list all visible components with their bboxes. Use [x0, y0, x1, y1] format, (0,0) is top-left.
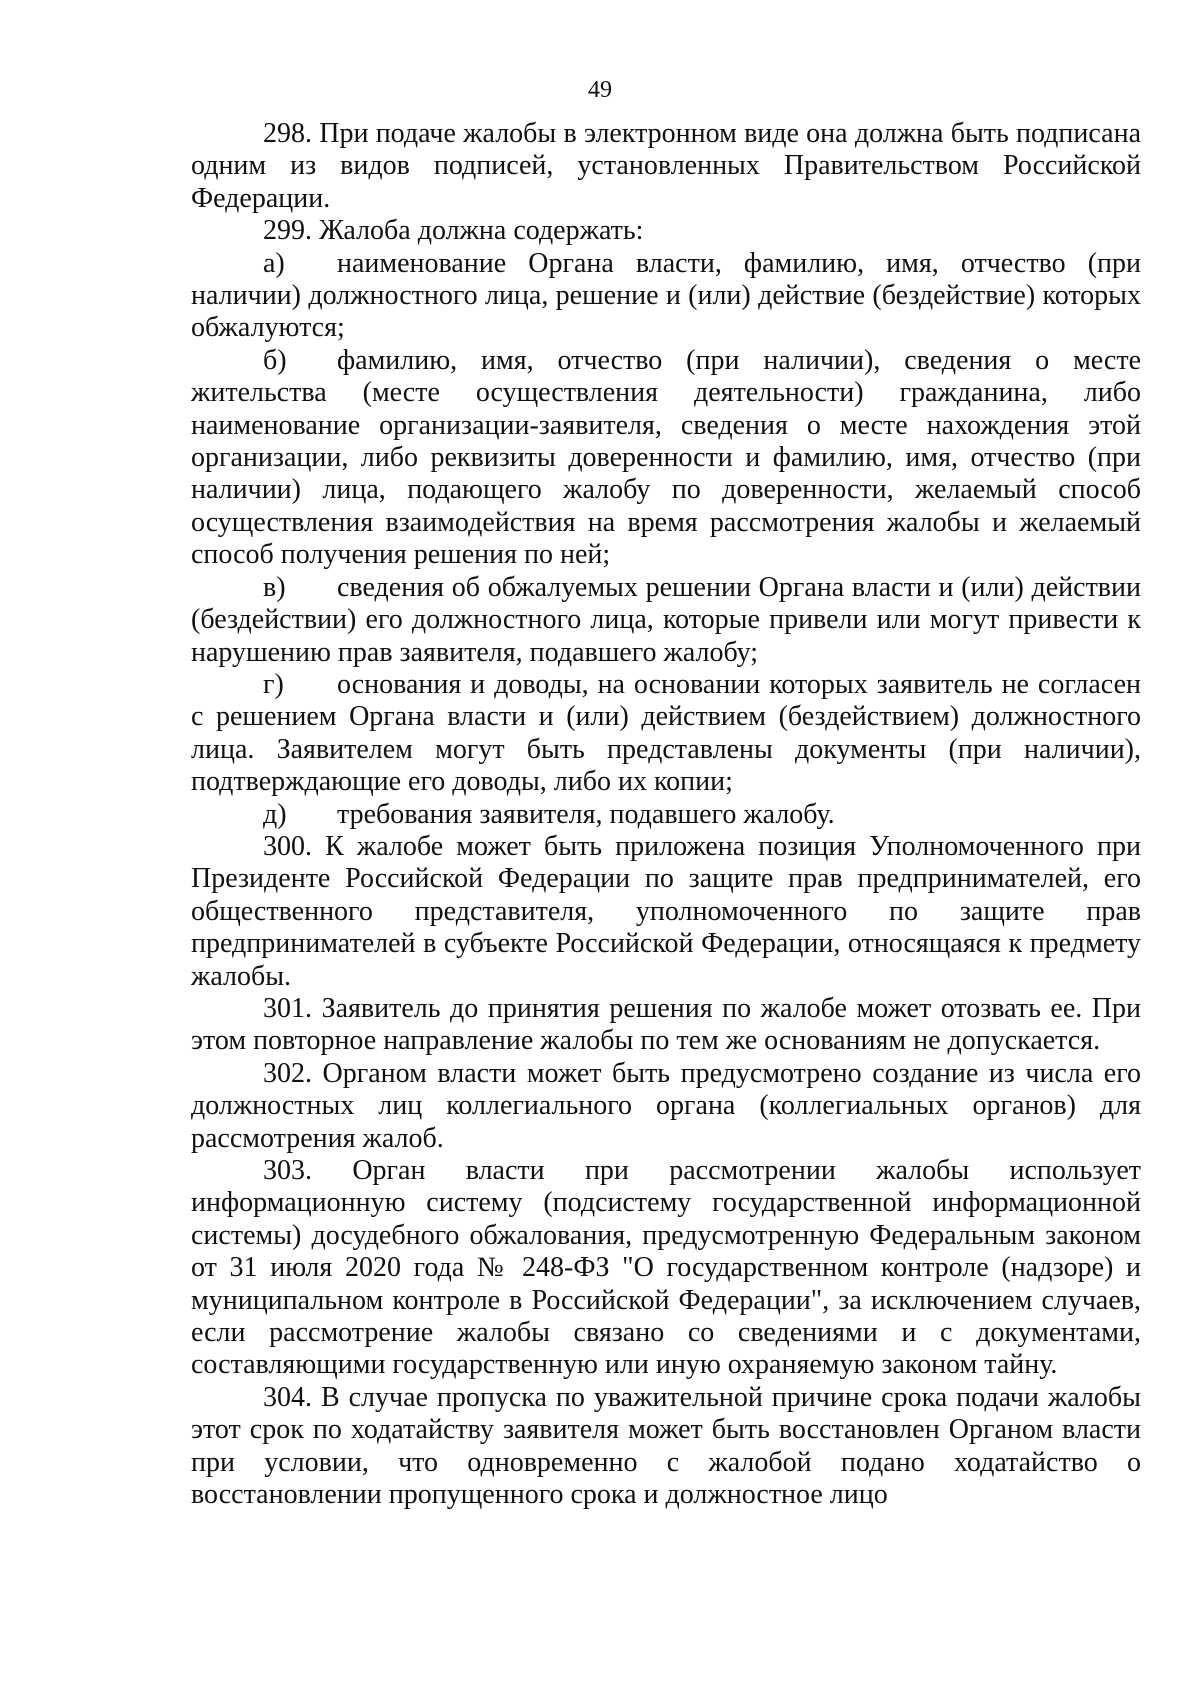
- paragraph-301: [191, 993, 1141, 1058]
- list-item-text: основания и доводы, на основании которых заявитель не согласен с решением Органа власти и (или) действием (бездействием) должностного лица. Заявителем могут быть представлены документы (при наличии), подтверждающие его доводы, либо их копии;: [191, 668, 1141, 798]
- list-item-text: требования заявителя, подавшего жалобу.: [337, 798, 835, 830]
- paragraph-number: 304.: [263, 1381, 312, 1413]
- paragraph-302: [191, 1058, 1141, 1155]
- paragraph-303: [191, 1155, 1141, 1382]
- list-item-text: фамилию, имя, отчество (при наличии), сведения о месте жительства (месте осуществления деятельности) гражданина, либо наименование организации-заявителя, сведения о месте нахождения этой организации, либо реквизиты доверенности и фамилию, имя, отчество (при наличии) лица, подающего жалобу по доверенности, желаемый способ осуществления взаимодействия на время рассмотрения жалобы и желаемый способ получения решения по ней;: [191, 344, 1141, 571]
- list-item-letter: в): [263, 571, 286, 603]
- list-item-g: [191, 669, 1141, 799]
- paragraph-text: Заявитель до принятия решения по жалобе может отозвать ее. При этом повторное направление жалобы по тем же основаниям не допускается.: [191, 992, 1142, 1057]
- list-item-letter: б): [263, 344, 287, 376]
- list-item-letter: г): [263, 668, 284, 700]
- list-item-letter: д): [263, 798, 287, 830]
- paragraph-number: 300.: [263, 830, 312, 862]
- paragraph-text: Жалоба должна содержать:: [319, 215, 644, 247]
- list-item-a: [191, 248, 1141, 345]
- paragraph-number: 299.: [263, 215, 312, 247]
- list-item-d: [191, 799, 1141, 831]
- paragraph-text: К жалобе может быть приложена позиция Уполномоченного при Президенте Российской Федерации по защите прав предпринимателей, его общественного представителя, уполномоченного по защите прав предпринимателей в субъекте Российской Федерации, относящаяся к предмету жалобы.: [191, 830, 1141, 992]
- list-item-b: [191, 345, 1141, 572]
- paragraph-number: 301.: [263, 992, 312, 1024]
- paragraph-text: В случае пропуска по уважительной причине срока подачи жалобы этот срок по ходатайству заявителя может быть восстановлен Органом власти при условии, что одновременно с жалобой подано ходатайство о восстановлении пропущенного срока и должностное лицо: [191, 1381, 1141, 1511]
- paragraph-number: 302.: [263, 1057, 312, 1089]
- page-number: 49: [588, 77, 612, 103]
- paragraph-298: [191, 118, 1141, 215]
- paragraph-number: 298.: [263, 118, 312, 149]
- paragraph-text: Орган власти при рассмотрении жалобы использует информационную систему (подсистему государственной информационной системы) досудебного обжалования, предусмотренную Федеральным законом от 31 июля 2020 года № 248-ФЗ "О государственном контроле (надзоре) и муниципальном контроле в Российской Федерации", за исключением случаев, если рассмотрение жалобы связано со сведениями и с документами, составляющими государственную или иную охраняемую законом тайну.: [191, 1155, 1142, 1381]
- list-item-text: наименование Органа власти, фамилию, имя, отчество (при наличии) должностного лица, решение и (или) действие (бездействие) которых обжалуются;: [191, 247, 1141, 344]
- document-body: [191, 118, 1141, 1511]
- paragraph-304: [191, 1382, 1141, 1512]
- paragraph-text: Органом власти может быть предусмотрено создание из числа его должностных лиц коллегиального органа (коллегиальных органов) для рассмотрения жалоб.: [191, 1057, 1142, 1154]
- list-item-text: сведения об обжалуемых решении Органа власти и (или) действии (бездействии) его должностного лица, которые привели или могут привести к нарушению прав заявителя, подавшего жалобу;: [191, 571, 1141, 668]
- list-item-letter: а): [263, 247, 285, 279]
- paragraph-text: При подаче жалобы в электронном виде она должна быть подписана одним из видов подписей, установленных Правительством Российской Федерации.: [191, 118, 1142, 214]
- paragraph-300: [191, 831, 1141, 993]
- paragraph-number: 303.: [263, 1155, 312, 1186]
- paragraph-299: [191, 215, 1141, 247]
- list-item-v: [191, 572, 1141, 669]
